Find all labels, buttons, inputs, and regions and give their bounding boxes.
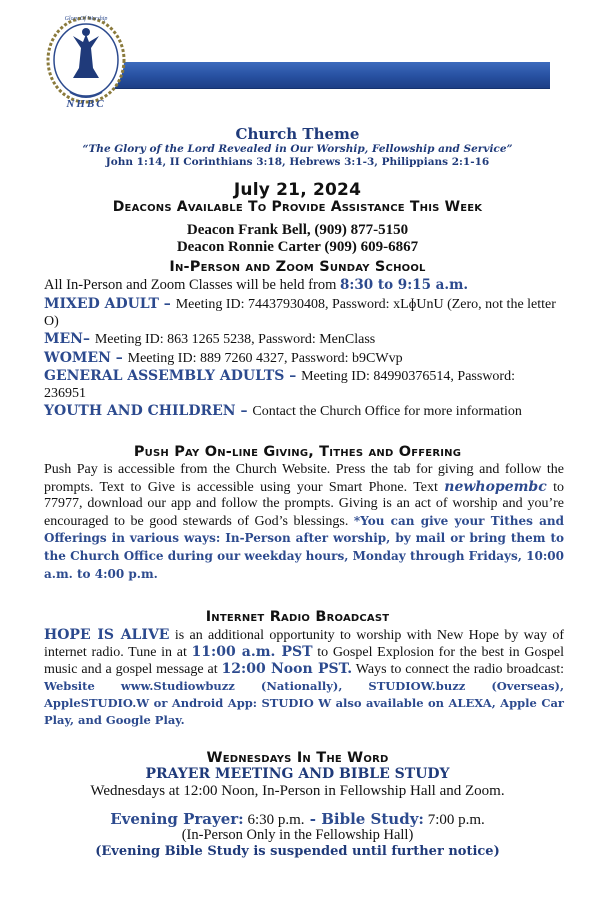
class-label: GENERAL ASSEMBLY ADULTS bbox=[44, 368, 285, 384]
radio-time-1: 11:00 a.m. PST bbox=[191, 644, 313, 660]
class-label: YOUTH AND CHILDREN bbox=[44, 403, 236, 419]
giving-heading: Push Pay On-line Giving, Tithes and Offering bbox=[133, 444, 462, 460]
radio-text-1: is an additional opportunity to worship with New Hope by way of internet radio. Tune in at bbox=[44, 628, 564, 660]
class-text: Meeting ID: 84990376514, Password: 236951 bbox=[44, 369, 515, 401]
logo-monogram: NHBC bbox=[66, 98, 106, 110]
bible-study-time: 7:00 p.m. bbox=[423, 812, 485, 828]
radio-paragraph bbox=[44, 627, 564, 729]
class-item bbox=[44, 296, 556, 330]
theme-quote: “The Glory of the Lord Revealed in Our Worship, Fellowship and Service” bbox=[82, 143, 513, 155]
header-banner bbox=[60, 62, 550, 88]
radio-time-2: 12:00 Noon PST. bbox=[221, 661, 353, 677]
class-label: MIXED ADULT bbox=[44, 296, 159, 312]
bulletin-date: July 21, 2024 bbox=[233, 180, 362, 200]
class-label: WOMEN bbox=[44, 349, 111, 366]
evening-prayer-label: Evening Prayer: bbox=[110, 810, 244, 828]
bible-study-label: Bible Study: bbox=[321, 810, 424, 828]
logo-arc-text: Glory Of Worship bbox=[64, 16, 108, 22]
radio-name: HOPE IS ALIVE bbox=[44, 627, 170, 643]
class-text: Meeting ID: 889 7260 4327, Password: b9CWvp bbox=[127, 350, 403, 366]
wednesday-note-1: (In-Person Only in the Fellowship Hall) bbox=[181, 827, 414, 843]
giving-text-1: Push Pay is accessible from the Church Website. Press the tab for giving and follow the prompts. Text to Give is accessible using your Smart Phone. Text bbox=[44, 462, 564, 495]
class-text: Meeting ID: 863 1265 5238, Password: MenClass bbox=[94, 332, 376, 347]
radio-ways: Website www.Studiowbuzz (Nationally), STUDIOW.buzz (Overseas), AppleSTUDIO.W or Android App: STUDIO W also available on ALEXA, Apple Car Play, and Google Play. bbox=[44, 679, 564, 727]
class-text: Meeting ID: 74437930408, Password: xLɸUnU (Zero, not the letter O) bbox=[44, 297, 556, 329]
church-logo bbox=[44, 14, 128, 114]
class-sep: – bbox=[158, 296, 176, 312]
giving-ways: *You can give your Tithes and Offerings in various ways: In-Person after worship, by mail or bring them to the Church Office during our weekday hours, Monday through Fridays, 10:00 a.m. to 4:00 p.m. bbox=[44, 513, 564, 581]
deacon-line-1: Deacon Frank Bell, (909) 877-5150 bbox=[186, 222, 409, 238]
deacons-heading: Deacons Available To Provide Assistance This Week bbox=[112, 199, 483, 215]
schedule-dash: - bbox=[304, 810, 322, 828]
class-list bbox=[44, 296, 556, 421]
deacon-line-2: Deacon Ronnie Carter (909) 609-6867 bbox=[176, 239, 419, 255]
radio-text-3: Ways to connect the radio broadcast: bbox=[352, 662, 564, 677]
giving-keyword: newhopembc bbox=[444, 478, 547, 495]
sunday-school-heading: In-Person and Zoom Sunday School bbox=[169, 259, 426, 275]
radio-heading: Internet Radio Broadcast bbox=[205, 609, 390, 625]
theme-heading: Church Theme bbox=[235, 125, 360, 143]
wednesday-line: Wednesdays at 12:00 Noon, In-Person in Fellowship Hall and Zoom. bbox=[90, 783, 505, 799]
giving-text-2: to 77977, download our app and follow the prompts. Giving is an act of worship and you’re encouraged to be good stewards of God’s blessings. bbox=[44, 479, 564, 529]
wednesday-subheading: PRAYER MEETING AND BIBLE STUDY bbox=[145, 766, 450, 782]
sunday-school-intro-text: All In-Person and Zoom Classes will be held from bbox=[44, 277, 340, 293]
wednesday-note-2: (Evening Bible Study is suspended until further notice) bbox=[95, 844, 500, 859]
class-item bbox=[44, 403, 556, 421]
radio-text-2: to Gospel Explosion for the best in Gospel music and a gospel message at bbox=[44, 645, 564, 677]
wednesday-heading: Wednesdays In The Word bbox=[206, 750, 389, 766]
class-sep: – bbox=[82, 331, 95, 347]
sunday-school-intro bbox=[44, 277, 564, 293]
theme-verses: John 1:14, II Corinthians 3:18, Hebrews 3:1-3, Philippians 2:1-16 bbox=[105, 156, 490, 168]
evening-prayer-time: 6:30 p.m. bbox=[243, 812, 305, 828]
giving-paragraph bbox=[44, 462, 564, 583]
class-sep: – bbox=[235, 403, 253, 419]
class-text: Contact the Church Office for more information bbox=[252, 404, 522, 419]
class-sep: – bbox=[284, 368, 302, 384]
sunday-school-time: 8:30 to 9:15 a.m. bbox=[340, 277, 469, 293]
class-sep: – bbox=[110, 349, 128, 366]
class-item bbox=[44, 350, 556, 368]
class-label: MEN bbox=[44, 331, 83, 347]
class-item bbox=[44, 331, 556, 349]
class-item bbox=[44, 368, 556, 402]
